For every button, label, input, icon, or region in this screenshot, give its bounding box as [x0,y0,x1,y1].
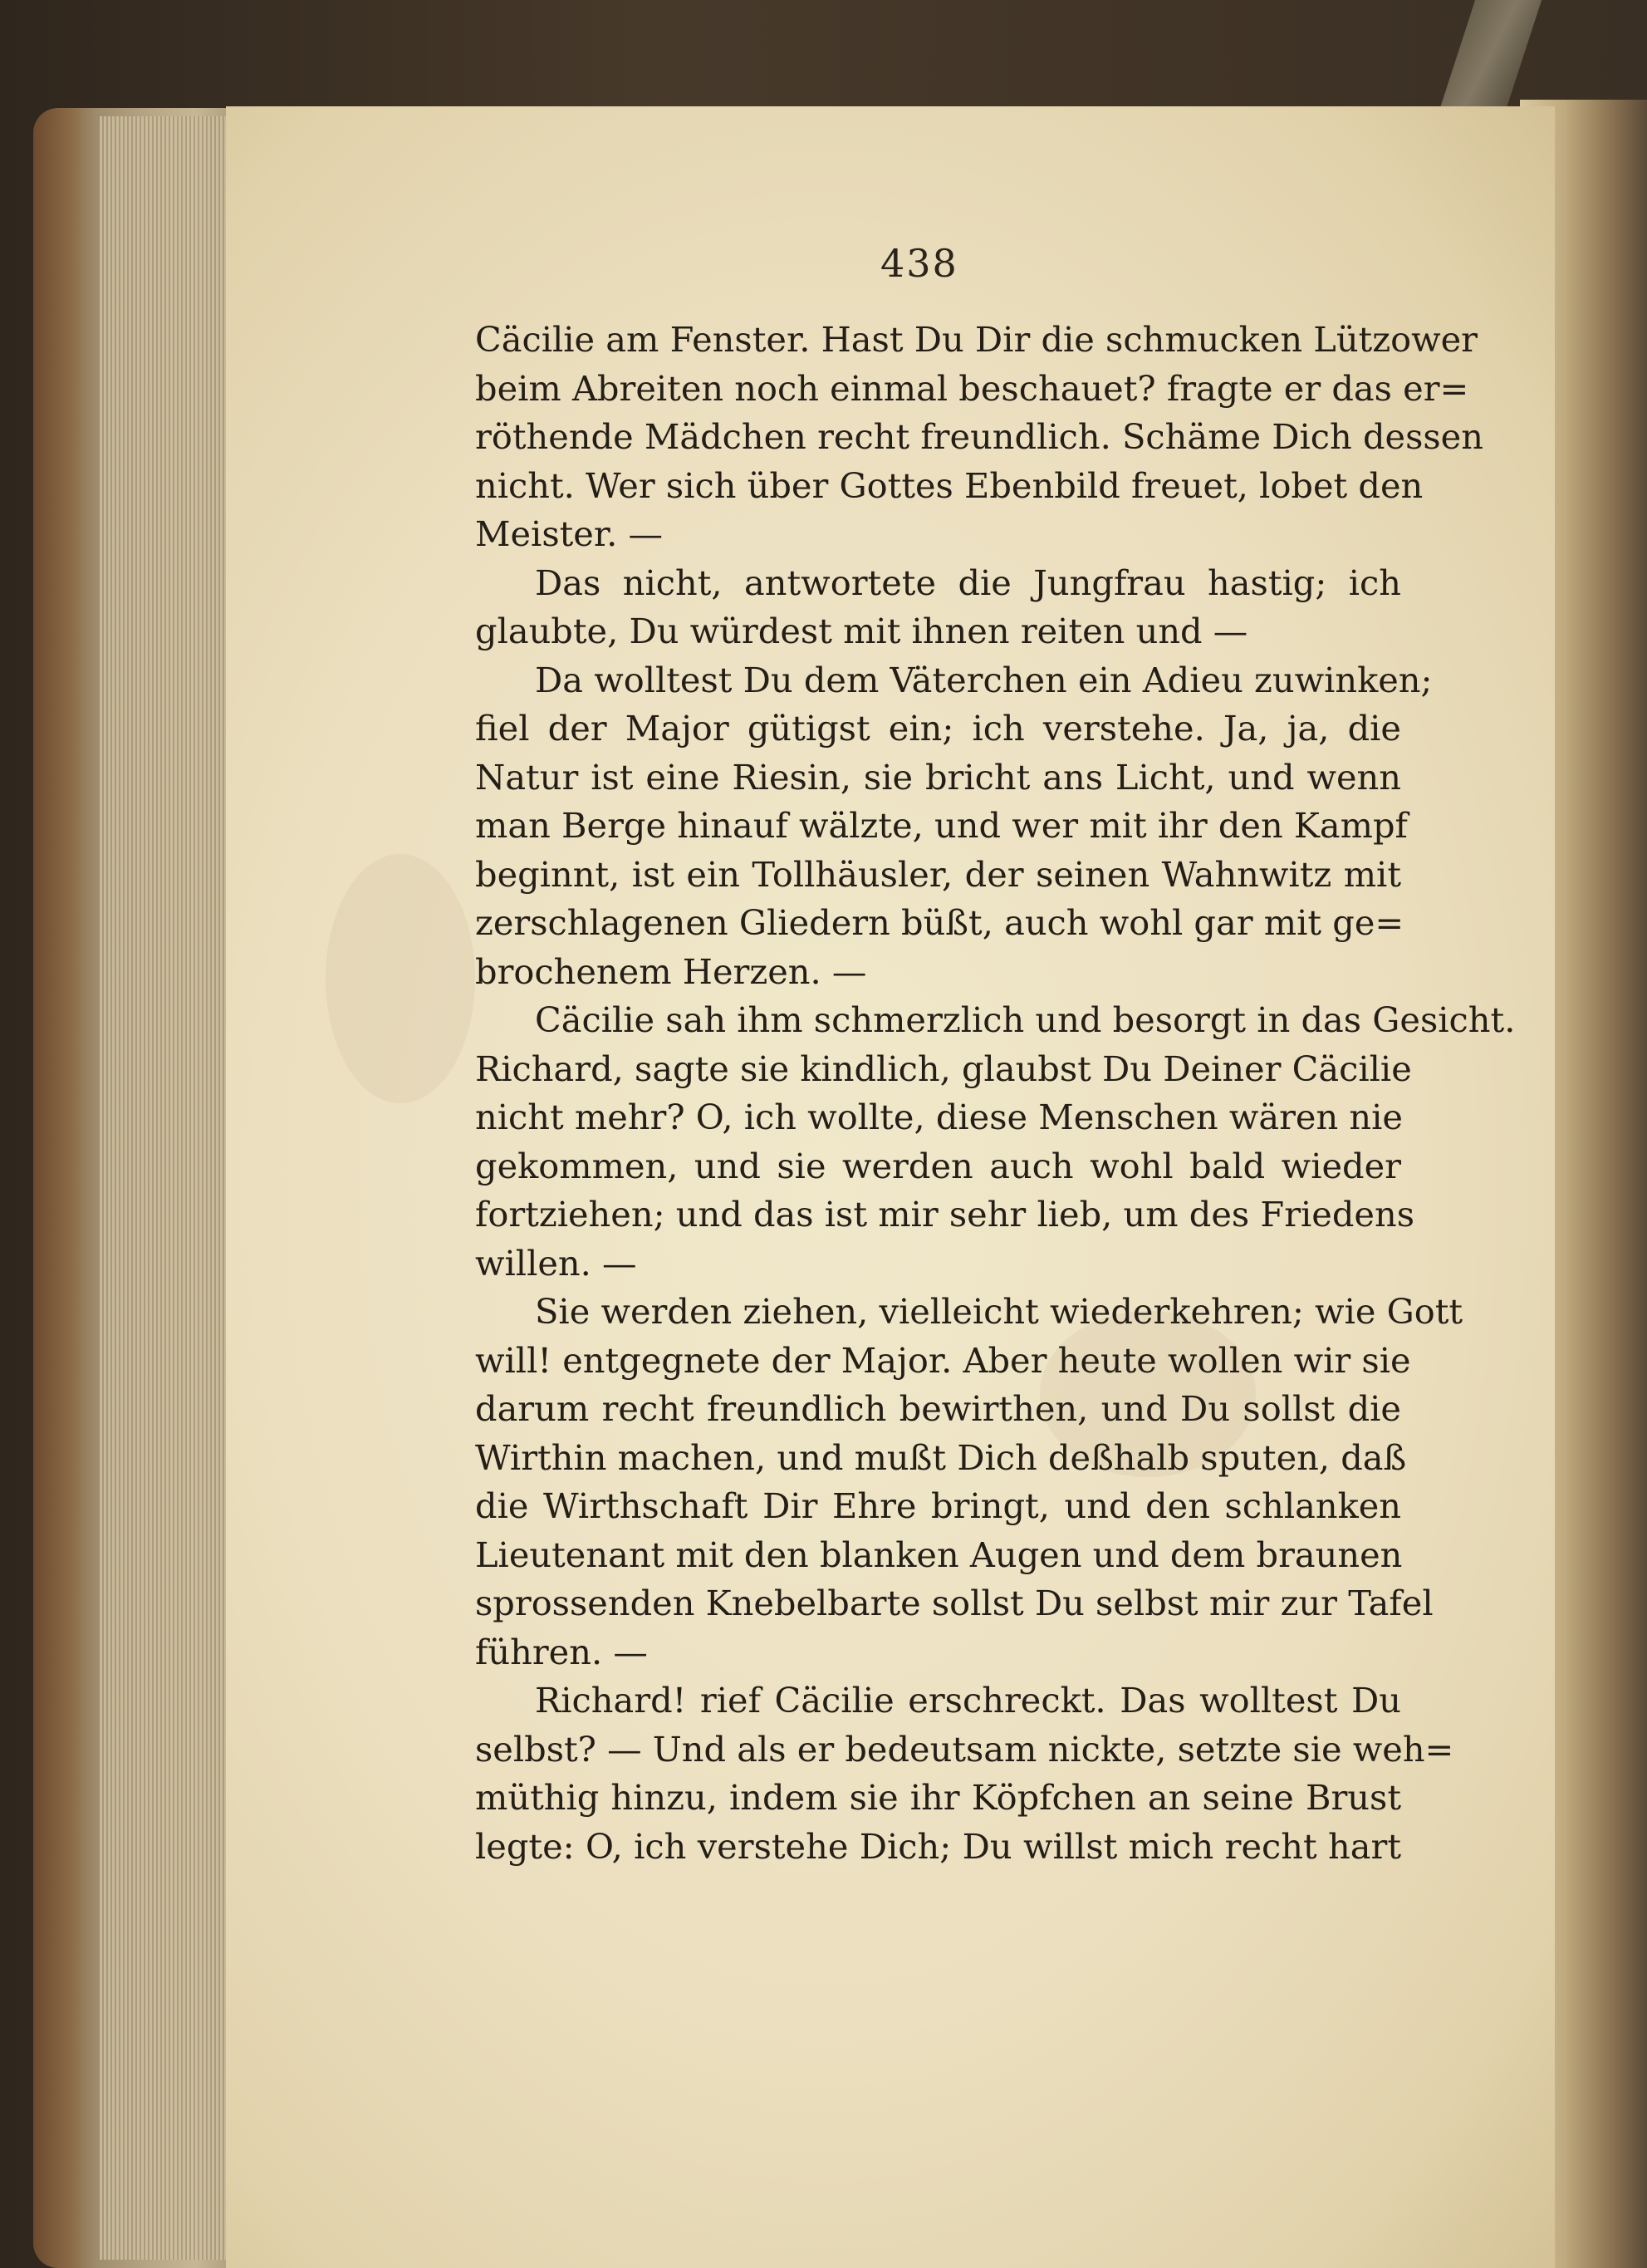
page-number: 438 [880,241,958,286]
text-line: fortziehen; und das ist mir sehr lieb, um des Friedens [475,1194,1415,1235]
text-line: will! entgegnete der Major. Aber heute wollen wir sie [475,1339,1411,1381]
text-line: beginnt, ist ein Tollhäusler, der seinen Wahnwitz mit [475,853,1401,895]
text-line: Cäcilie am Fenster. Hast Du Dir die schmucken Lützower [475,319,1478,360]
text-line: legte: O, ich verstehe Dich; Du willst mich recht hart [475,1825,1401,1867]
text-line: brochenem Herzen. — [475,950,867,992]
text-line: fiel der Major gütigst ein; ich verstehe. Ja, ja, die [475,708,1401,749]
text-line: Das nicht, antwortete die Jungfrau hastig; ich [535,562,1401,603]
text-line: müthig hinzu, indem sie ihr Köpfchen an seine Brust [475,1777,1401,1818]
text-line: zerschlagenen Gliedern büßt, auch wohl gar mit ge= [475,902,1404,943]
text-line: Sie werden ziehen, vielleicht wiederkehren; wie Gott [535,1291,1463,1332]
text-line: sprossenden Knebelbarte sollst Du selbst mir zur Tafel [475,1583,1434,1623]
text-line: nicht. Wer sich über Gottes Ebenbild freuet, lobet den [475,464,1424,506]
text-line: willen. — [475,1242,637,1284]
text-line: röthende Mädchen recht freundlich. Schäme Dich dessen [475,416,1483,457]
paper-stain [326,854,475,1103]
text-line: Wirthin machen, und mußt Dich deßhalb sputen, daß [475,1436,1407,1478]
text-line: Richard! rief Cäcilie erschreckt. Das wolltest Du [535,1680,1401,1721]
page-stack-edge [100,116,233,2260]
text-line: führen. — [475,1631,648,1672]
text-line: beim Abreiten noch einmal beschauet? fragte er das er= [475,367,1469,409]
text-line: gekommen, und sie werden auch wohl bald wieder [475,1145,1401,1186]
text-line: Da wolltest Du dem Väterchen ein Adieu zuwinken; [535,659,1433,700]
page-text [475,316,1516,1871]
text-line: Cäcilie sah ihm schmerzlich und besorgt in das Gesicht. [535,999,1516,1040]
text-line: die Wirthschaft Dir Ehre bringt, und den schlanken [475,1485,1401,1526]
text-line: Natur ist eine Riesin, sie bricht ans Licht, und wenn [475,756,1401,798]
text-line: man Berge hinauf wälzte, und wer mit ihr den Kampf [475,805,1408,846]
text-line: Richard, sagte sie kindlich, glaubst Du Deiner Cäcilie [475,1048,1412,1089]
text-line: Lieutenant mit den blanken Augen und dem braunen [475,1534,1403,1575]
text-line: darum recht freundlich bewirthen, und Du sollst die [475,1388,1401,1429]
text-line: nicht mehr? O, ich wollte, diese Menschen wären nie [475,1097,1403,1137]
text-line: Meister. — [475,513,664,554]
text-line: glaubte, Du würdest mit ihnen reiten und — [475,611,1248,651]
text-line: selbst? — Und als er bedeutsam nickte, setzte sie weh= [475,1728,1454,1770]
